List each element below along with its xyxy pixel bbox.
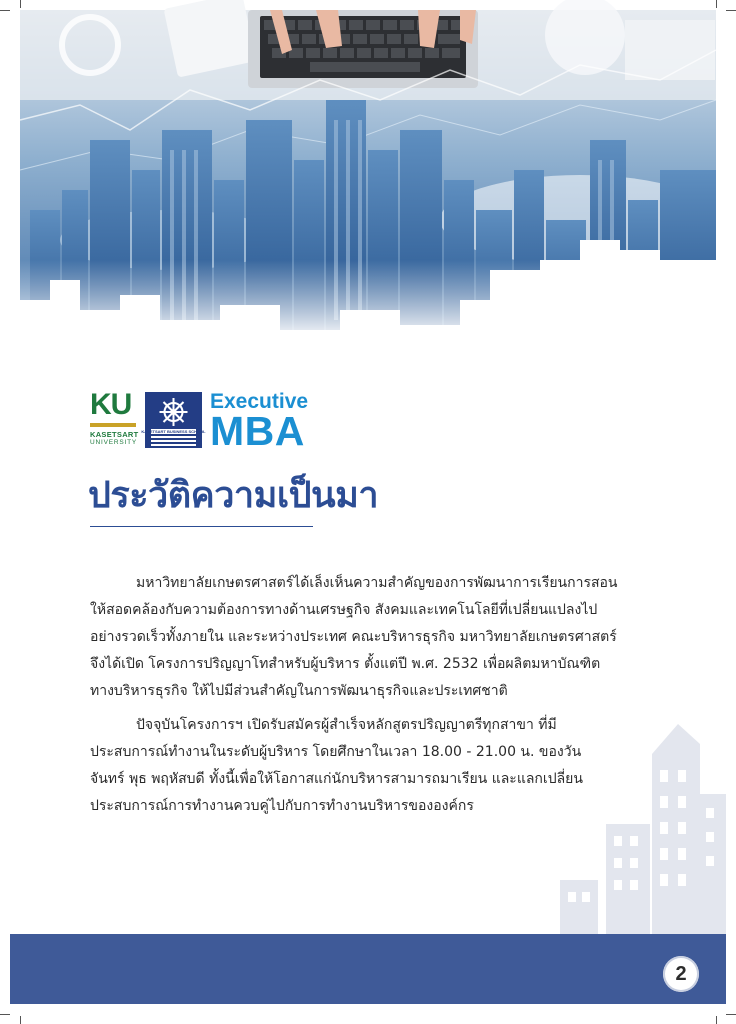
ku-logo-sub1: KASETSART (90, 430, 139, 439)
title-underline (90, 526, 313, 527)
decorative-buildings (560, 724, 726, 936)
logo-row (90, 390, 330, 452)
crop-mark (716, 0, 717, 8)
program-name-mba: MBA (210, 408, 305, 454)
crop-mark (726, 10, 736, 11)
text-line: ให้สอดคล้องกับความต้องการทางด้านเศรษฐกิจ สังคมและเทคโนโลยีที่เปลี่ยนแปลงไป (90, 602, 598, 618)
ku-logo-sub2: UNIVERSITY (90, 439, 138, 446)
crop-mark (0, 10, 10, 11)
crop-mark (726, 1014, 736, 1015)
footer-bar (10, 934, 726, 1004)
text-line: จันทร์ พุธ พฤหัสบดี ทั้งนี้เพื่อให้โอกาสแก่นักบริหารสามารถมาเรียน และแลกเปลี่ยน (90, 771, 583, 787)
crop-mark (0, 1014, 10, 1015)
text-line: อย่างรวดเร็วทั้งภายใน และระหว่างประเทศ คณะบริหารธุรกิจ มหาวิทยาลัยเกษตรศาสตร์ (90, 629, 617, 645)
program-name-executive: Executive (210, 390, 309, 413)
crop-mark (20, 0, 21, 8)
page-number-badge (663, 956, 699, 992)
kbs-logo-text: KASETSART BUSINESS SCHOOL (141, 429, 206, 435)
text-line: ประสบการณ์การทำงานควบคู่ไปกับการทำงานบริหารขององค์กร (90, 798, 474, 814)
text-line: จึงได้เปิด โครงการปริญญาโทสำหรับผู้บริหาร ตั้งแต่ปี พ.ศ. 2532 เพื่อผลิตมหาบัณฑิต (90, 656, 601, 672)
kasetsart-university-logo (90, 390, 138, 452)
page-number: 2 (675, 962, 687, 985)
text-line: ทางบริหารธุรกิจ ให้ไปมีส่วนสำคัญในการพัฒนาธุรกิจและประเทศชาติ (90, 683, 508, 699)
text-line: มหาวิทยาลัยเกษตรศาสตร์ได้เล็งเห็นความสำคัญของการพัฒนาการเรียนการสอน (136, 575, 618, 591)
history-paragraph-1 (90, 570, 648, 705)
text-line: ปัจจุบันโครงการฯ เปิดรับสมัครผู้สำเร็จหลักสูตรปริญญาตรีทุกสาขา ที่มี (136, 717, 557, 733)
crop-mark (716, 1016, 717, 1024)
crop-mark (20, 1016, 21, 1024)
ku-logo-text: KU (90, 388, 132, 421)
kasetsart-business-school-logo (141, 392, 206, 448)
page-title: ประวัติความเป็นมา (88, 475, 379, 516)
text-line: ประสบการณ์ทำงานในระดับผู้บริหาร โดยศึกษาในเวลา 18.00 - 21.00 น. ของวัน (90, 744, 582, 760)
hero-business-image (20, 10, 716, 340)
ku-logo-bar (90, 423, 136, 427)
